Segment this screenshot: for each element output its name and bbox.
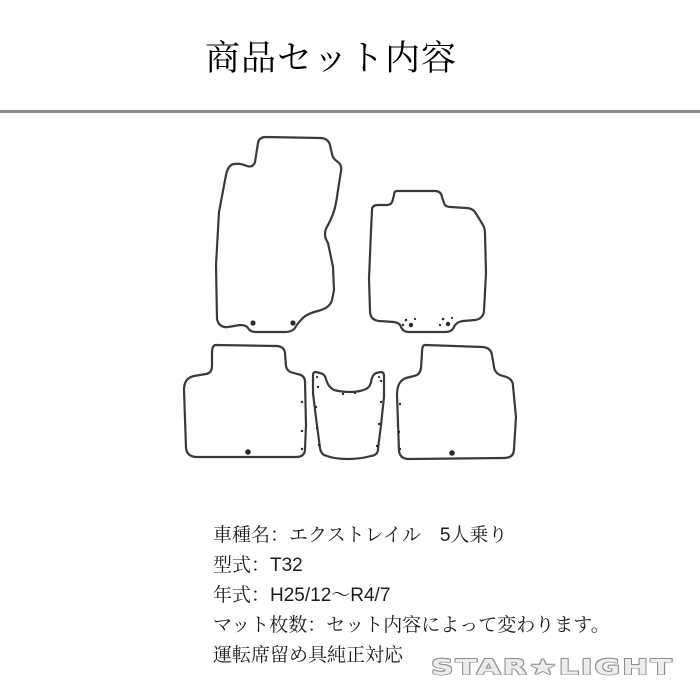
front-passenger-mat-outline: [369, 191, 486, 332]
mat-outlines: [184, 137, 516, 459]
clip-mark-dot: [378, 423, 380, 425]
fastener-dot: [439, 324, 441, 326]
fastener-dot: [245, 449, 251, 455]
spec-model-year: 年式：H25/12～R4/7: [213, 585, 391, 606]
fastener-dot: [405, 319, 408, 322]
spec-vehicle-name: 車種名：エクストレイル 5人乗り: [213, 525, 508, 546]
page-title: 商品セット内容: [204, 39, 457, 78]
clip-mark-dot: [376, 445, 378, 447]
spec-fastener-note: 運転席留め具純正対応: [213, 645, 404, 666]
fastener-dot: [414, 318, 416, 320]
floor-mat-set-diagram: [0, 115, 700, 475]
clip-mark-dot: [342, 393, 344, 395]
spec-model-code: 型式：T32: [213, 555, 303, 576]
fastener-dot: [451, 317, 453, 319]
fastener-dot: [290, 320, 295, 325]
clip-mark-dot: [301, 401, 303, 403]
clip-mark-dot: [301, 448, 303, 450]
clip-mark-dot: [399, 448, 401, 450]
fastener-dot: [442, 318, 445, 321]
clip-mark-dot: [398, 431, 400, 433]
starlight-logo: STAR★LIGHT: [431, 654, 674, 681]
clip-mark-dot: [378, 376, 380, 378]
clip-mark-dot: [301, 430, 303, 432]
clip-mark-dot: [316, 376, 318, 378]
clip-mark-dot: [318, 444, 320, 446]
spec-mat-count: マット枚数：セット内容によって変わります。: [213, 615, 610, 636]
center-tunnel-mat-outline: [313, 372, 384, 459]
fastener-dot: [250, 320, 255, 325]
header-divider: [0, 110, 700, 113]
fastener-dot: [402, 324, 404, 326]
fastener-dot: [449, 450, 455, 456]
clip-mark-dot: [317, 386, 319, 388]
fastener-dot: [446, 322, 450, 326]
clip-mark-dot: [399, 403, 401, 405]
clip-mark-dot: [354, 392, 356, 394]
rear-left-mat-outline: [184, 345, 306, 457]
clip-mark-dot: [380, 380, 382, 382]
clip-mark-dot: [316, 427, 318, 429]
front-driver-mat-outline: [216, 137, 341, 332]
fastener-dot: [409, 323, 413, 327]
clip-mark-dot: [315, 406, 317, 408]
rear-right-mat-outline: [397, 345, 516, 459]
vehicle-spec-list: [213, 521, 610, 671]
clip-mark-dot: [380, 401, 382, 403]
